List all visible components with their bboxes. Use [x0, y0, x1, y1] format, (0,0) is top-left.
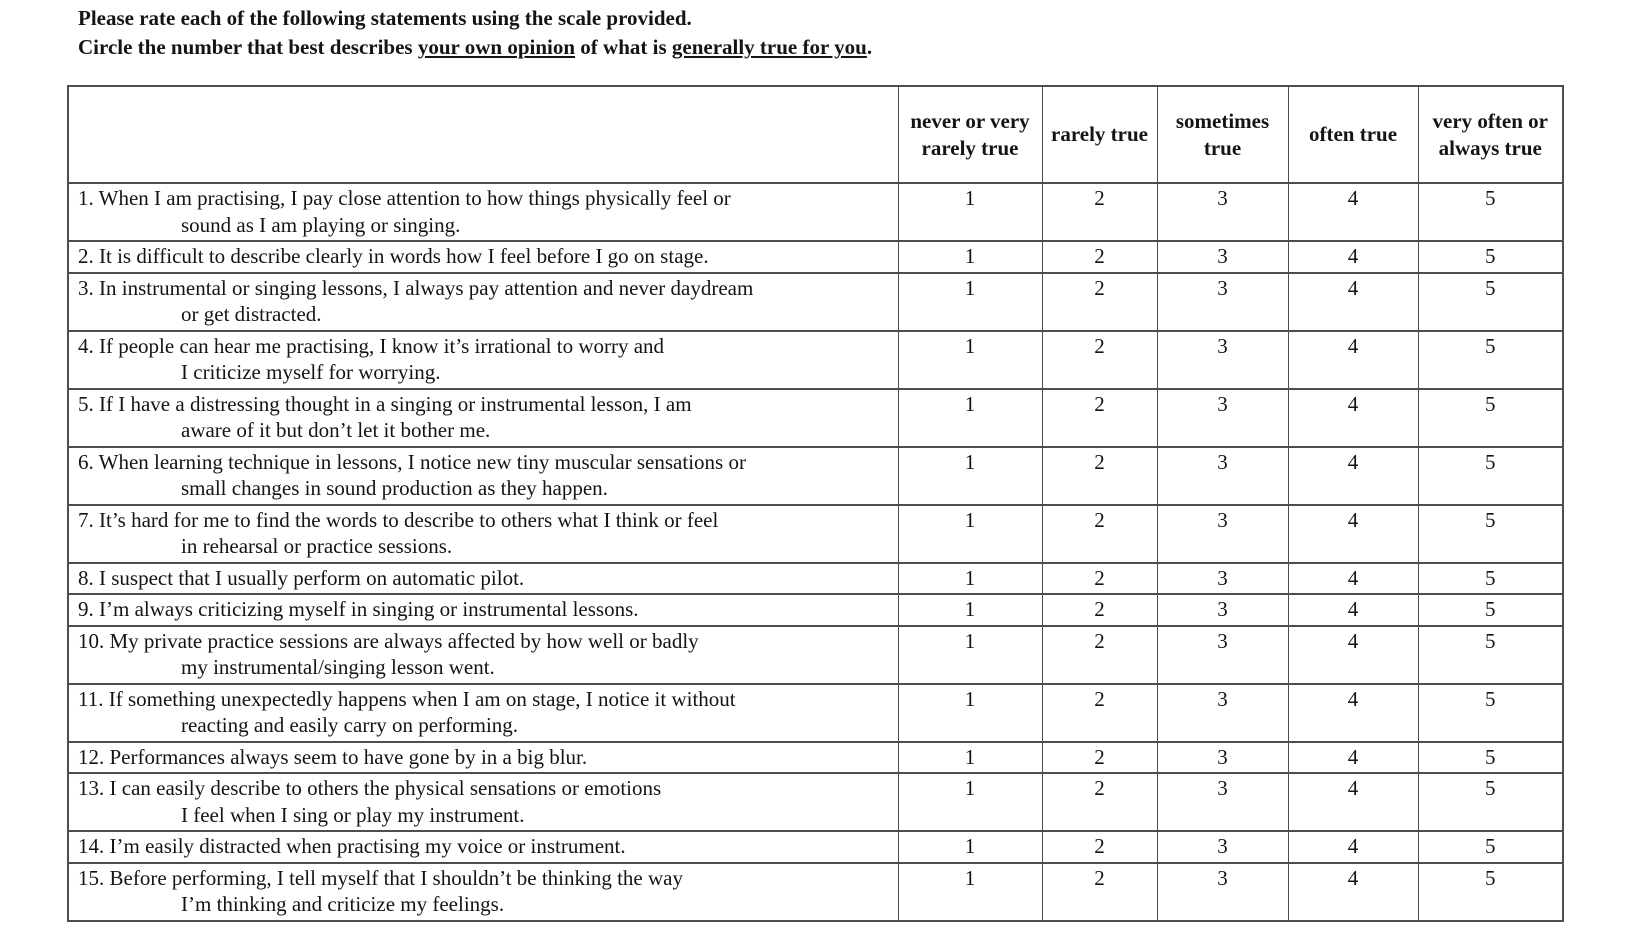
statement-cell	[68, 626, 898, 684]
rating-value-5: 5	[1418, 447, 1563, 505]
rating-value-4: 4	[1288, 831, 1418, 863]
rating-value-4: 4	[1288, 505, 1418, 563]
rating-value-2: 2	[1042, 742, 1157, 774]
rating-value-1: 1	[898, 594, 1042, 626]
statement-cell	[68, 594, 898, 626]
statement-line-1: 5. If I have a distressing thought in a singing or instrumental lesson, I am	[78, 391, 692, 416]
rating-value-2: 2	[1042, 626, 1157, 684]
column-header-very-often: very often or always true	[1418, 86, 1563, 183]
table-row	[68, 183, 1563, 241]
statement-line-1: 8. I suspect that I usually perform on automatic pilot.	[78, 565, 525, 590]
rating-value-3: 3	[1157, 273, 1288, 331]
rating-value-3: 3	[1157, 505, 1288, 563]
underlined-phrase-generally-true: generally true for you	[671, 35, 867, 59]
table-row	[68, 563, 1563, 595]
statement-line-2: I criticize myself for worrying.	[181, 360, 441, 384]
rating-value-5: 5	[1418, 626, 1563, 684]
statement-line-1: 14. I’m easily distracted when practising my voice or instrument.	[78, 834, 626, 858]
rating-value-3: 3	[1157, 183, 1288, 241]
statement-cell	[68, 331, 898, 389]
rating-value-3: 3	[1157, 447, 1288, 505]
statement-line-2: in rehearsal or practice sessions.	[181, 534, 453, 558]
column-header-often: often true	[1288, 86, 1418, 183]
rating-value-3: 3	[1157, 389, 1288, 447]
instructions-text: Please rate each of the following statements using the scale provided.	[78, 6, 692, 30]
rating-value-5: 5	[1418, 684, 1563, 742]
table-row	[68, 273, 1563, 331]
survey-table-body	[68, 183, 1563, 921]
instructions-line-1	[78, 4, 872, 33]
rating-value-1: 1	[898, 331, 1042, 389]
statement-cell	[68, 742, 898, 774]
statement-line-2: or get distracted.	[181, 302, 322, 326]
rating-value-4: 4	[1288, 773, 1418, 831]
rating-value-4: 4	[1288, 273, 1418, 331]
statement-line-1: 1. When I am practising, I pay close attention to how things physically feel or	[78, 186, 731, 210]
rating-value-2: 2	[1042, 447, 1157, 505]
rating-value-5: 5	[1418, 863, 1563, 921]
rating-value-4: 4	[1288, 447, 1418, 505]
statement-line-1: 6. When learning technique in lessons, I notice new tiny muscular sensations or	[78, 449, 746, 474]
rating-value-2: 2	[1042, 331, 1157, 389]
table-header-row	[68, 86, 1563, 183]
rating-value-3: 3	[1157, 331, 1288, 389]
table-row	[68, 863, 1563, 921]
rating-value-1: 1	[898, 273, 1042, 331]
rating-value-5: 5	[1418, 389, 1563, 447]
rating-value-4: 4	[1288, 183, 1418, 241]
rating-value-3: 3	[1157, 742, 1288, 774]
statement-line-2: I’m thinking and criticize my feelings.	[181, 892, 505, 916]
statement-column-header	[68, 86, 898, 183]
rating-value-1: 1	[898, 626, 1042, 684]
rating-value-2: 2	[1042, 684, 1157, 742]
rating-value-3: 3	[1157, 594, 1288, 626]
statement-line-2: sound as I am playing or singing.	[181, 212, 461, 237]
rating-value-4: 4	[1288, 863, 1418, 921]
statement-line-1: 4. If people can hear me practising, I know it’s irrational to worry and	[78, 333, 665, 358]
rating-value-2: 2	[1042, 183, 1157, 241]
rating-value-2: 2	[1042, 773, 1157, 831]
statement-line-2: reacting and easily carry on performing.	[181, 713, 519, 737]
statement-line-2: small changes in sound production as they happen.	[181, 476, 608, 500]
rating-value-1: 1	[898, 742, 1042, 774]
table-row	[68, 505, 1563, 563]
statement-cell	[68, 563, 898, 595]
rating-value-2: 2	[1042, 594, 1157, 626]
rating-value-5: 5	[1418, 505, 1563, 563]
statement-cell	[68, 241, 898, 273]
rating-value-5: 5	[1418, 594, 1563, 626]
rating-value-3: 3	[1157, 684, 1288, 742]
instructions-line-2	[78, 33, 872, 62]
table-row	[68, 831, 1563, 863]
statement-line-1: 3. In instrumental or singing lessons, I always pay attention and never daydream	[78, 275, 754, 300]
column-header-sometimes: sometimes true	[1157, 86, 1288, 183]
rating-value-5: 5	[1418, 241, 1563, 273]
statement-line-1: 11. If something unexpectedly happens when I am on stage, I notice it without	[78, 686, 736, 711]
table-row	[68, 773, 1563, 831]
statement-cell	[68, 183, 898, 241]
rating-value-1: 1	[898, 863, 1042, 921]
table-row	[68, 331, 1563, 389]
rating-value-2: 2	[1042, 831, 1157, 863]
statement-cell	[68, 684, 898, 742]
statement-line-1: 13. I can easily describe to others the physical sensations or emotions	[78, 776, 662, 800]
table-row	[68, 626, 1563, 684]
instructions-text: Circle the number that best describes	[78, 35, 418, 59]
instructions-block	[78, 4, 872, 62]
rating-value-1: 1	[898, 563, 1042, 595]
statement-line-1: 9. I’m always criticizing myself in singing or instrumental lessons.	[78, 597, 639, 621]
rating-value-1: 1	[898, 447, 1042, 505]
rating-value-2: 2	[1042, 241, 1157, 273]
instructions-text: .	[866, 35, 873, 59]
rating-value-2: 2	[1042, 389, 1157, 447]
statement-line-2: I feel when I sing or play my instrument.	[181, 802, 525, 827]
rating-value-3: 3	[1157, 863, 1288, 921]
statement-line-2: my instrumental/singing lesson went.	[181, 655, 495, 679]
rating-value-2: 2	[1042, 563, 1157, 595]
column-header-never: never or very rarely true	[898, 86, 1042, 183]
rating-value-1: 1	[898, 773, 1042, 831]
column-header-rarely: rarely true	[1042, 86, 1157, 183]
rating-value-4: 4	[1288, 563, 1418, 595]
rating-value-4: 4	[1288, 626, 1418, 684]
rating-value-5: 5	[1418, 183, 1563, 241]
statement-line-1: 12. Performances always seem to have gone by in a big blur.	[78, 744, 588, 769]
table-row	[68, 241, 1563, 273]
rating-value-3: 3	[1157, 626, 1288, 684]
instructions-text: of what is	[575, 35, 672, 59]
rating-value-1: 1	[898, 831, 1042, 863]
rating-value-1: 1	[898, 505, 1042, 563]
rating-value-4: 4	[1288, 241, 1418, 273]
rating-value-2: 2	[1042, 505, 1157, 563]
table-row	[68, 742, 1563, 774]
rating-value-4: 4	[1288, 389, 1418, 447]
statement-cell	[68, 505, 898, 563]
table-row	[68, 389, 1563, 447]
rating-value-2: 2	[1042, 863, 1157, 921]
table-row	[68, 684, 1563, 742]
table-row	[68, 594, 1563, 626]
rating-value-3: 3	[1157, 773, 1288, 831]
rating-value-2: 2	[1042, 273, 1157, 331]
statement-cell	[68, 389, 898, 447]
rating-value-4: 4	[1288, 742, 1418, 774]
rating-value-3: 3	[1157, 241, 1288, 273]
rating-value-5: 5	[1418, 331, 1563, 389]
rating-value-5: 5	[1418, 773, 1563, 831]
rating-value-5: 5	[1418, 273, 1563, 331]
statement-cell	[68, 831, 898, 863]
rating-value-4: 4	[1288, 684, 1418, 742]
rating-value-4: 4	[1288, 594, 1418, 626]
rating-value-1: 1	[898, 183, 1042, 241]
table-row	[68, 447, 1563, 505]
statement-cell	[68, 447, 898, 505]
statement-cell	[68, 273, 898, 331]
rating-value-5: 5	[1418, 831, 1563, 863]
rating-value-3: 3	[1157, 563, 1288, 595]
rating-value-1: 1	[898, 684, 1042, 742]
rating-value-5: 5	[1418, 563, 1563, 595]
rating-value-4: 4	[1288, 331, 1418, 389]
rating-scale-table	[67, 85, 1564, 922]
statement-cell	[68, 773, 898, 831]
statement-line-2: aware of it but don’t let it bother me.	[181, 418, 491, 442]
rating-value-1: 1	[898, 389, 1042, 447]
statement-line-1: 7. It’s hard for me to find the words to describe to others what I think or feel	[78, 507, 719, 532]
statement-cell	[68, 863, 898, 921]
rating-value-5: 5	[1418, 742, 1563, 774]
statement-line-1: 10. My private practice sessions are always affected by how well or badly	[78, 628, 699, 653]
statement-line-1: 2. It is difficult to describe clearly in words how I feel before I go on stage.	[78, 244, 709, 268]
statement-line-1: 15. Before performing, I tell myself that I shouldn’t be thinking the way	[78, 865, 683, 890]
rating-value-1: 1	[898, 241, 1042, 273]
underlined-phrase-your-own-opinion: your own opinion	[417, 35, 576, 59]
rating-value-3: 3	[1157, 831, 1288, 863]
